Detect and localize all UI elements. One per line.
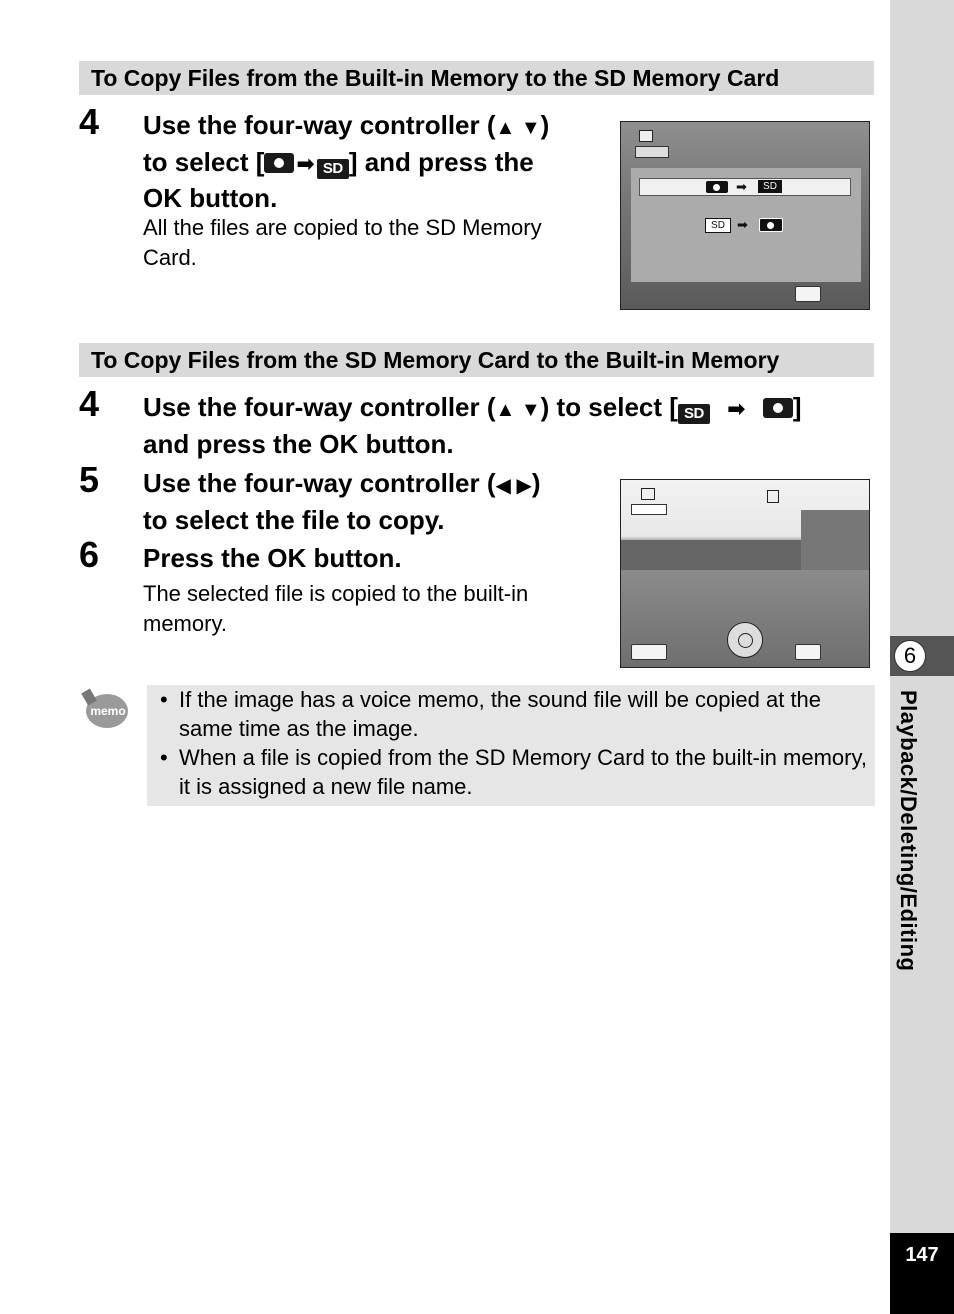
memo-icon: memo <box>84 690 130 730</box>
bullet-icon: • <box>160 687 168 712</box>
step-text: Use the four-way controller ( <box>143 468 496 498</box>
step-text: Use the four-way controller ( <box>143 110 496 140</box>
memo-box <box>147 685 875 806</box>
step-text: and press the OK button. <box>143 429 454 459</box>
up-down-arrow-icon: ▲ ▼ <box>495 117 541 139</box>
bullet-icon: • <box>160 745 168 770</box>
step-number: 5 <box>79 459 100 500</box>
left-right-arrow-icon: ◀ ▶ <box>495 475 532 497</box>
copy-icon <box>641 488 655 500</box>
arrow-right-icon: ➡ <box>727 396 746 421</box>
arrow-right-icon: ➡ <box>736 179 747 194</box>
section-header-sd-to-builtin: To Copy Files from the SD Memory Card to the Built-in Memory <box>79 343 874 377</box>
chapter-title: Playback/Deleting/Editing <box>896 690 921 972</box>
step-text: ) <box>540 110 550 140</box>
camera-screen-file-select <box>620 479 870 668</box>
step-instruction <box>143 390 873 461</box>
ok-soft-button[interactable] <box>795 286 821 302</box>
copy-mode-icon <box>635 146 669 158</box>
description-line: Card. <box>143 245 197 270</box>
camera-screen-copy-menu <box>620 121 870 310</box>
step-number: 6 <box>79 534 100 575</box>
built-in-memory-icon <box>759 218 783 232</box>
built-in-memory-icon <box>264 153 294 173</box>
step-text: OK button. <box>143 183 278 213</box>
sd-card-icon: SD <box>758 180 782 193</box>
step-text: ] <box>792 392 802 422</box>
built-in-memory-icon <box>706 181 728 193</box>
description-line: The selected file is copied to the built-in <box>143 581 529 606</box>
copy-menu-panel <box>631 168 861 282</box>
memory-card-icon <box>767 490 779 503</box>
memo-text: When a file is copied from the SD Memory Card to the built-in memory, it is assigned a new file name. <box>179 745 867 799</box>
menu-option-sd-to-builtin[interactable] <box>705 216 787 234</box>
photo-trees <box>801 510 870 570</box>
step-instruction <box>143 466 603 537</box>
menu-option-builtin-to-sd[interactable] <box>639 178 851 196</box>
step-text: ] and press the <box>348 147 534 177</box>
step-text: Use the four-way controller ( <box>143 392 496 422</box>
page-number: 147 <box>905 1244 939 1266</box>
sd-card-icon: SD <box>705 218 731 233</box>
step-number: 4 <box>79 101 100 142</box>
menu-soft-button[interactable] <box>631 644 667 660</box>
step-text: ) <box>531 468 541 498</box>
memo-text: If the image has a voice memo, the sound file will be copied at the same time as the image. <box>179 687 822 741</box>
copy-icon <box>639 130 653 142</box>
arrow-right-icon: ➡ <box>296 151 315 176</box>
ok-soft-button[interactable] <box>795 644 821 660</box>
step-instruction <box>143 108 603 215</box>
built-in-memory-icon <box>763 398 793 418</box>
four-way-controller-icon <box>727 622 763 658</box>
arrow-right-icon: ➡ <box>737 217 748 232</box>
description-line: memory. <box>143 611 227 636</box>
step-text: ) to select [ <box>540 392 678 422</box>
step-number: 4 <box>79 383 100 424</box>
chapter-number: 6 <box>894 640 926 672</box>
step-description <box>143 213 542 273</box>
sd-card-icon: SD <box>678 404 710 424</box>
step-text: to select the file to copy. <box>143 505 445 535</box>
step-description <box>143 579 528 639</box>
step-text: Press the OK button. <box>143 543 402 573</box>
up-down-arrow-icon: ▲ ▼ <box>495 399 541 421</box>
sd-to-builtin-mode-icon <box>631 504 667 515</box>
sd-card-icon: SD <box>317 159 349 179</box>
section-header-builtin-to-sd: To Copy Files from the Built-in Memory to the SD Memory Card <box>79 61 874 95</box>
description-line: All the files are copied to the SD Memory <box>143 215 542 240</box>
step-text: to select [ <box>143 147 265 177</box>
